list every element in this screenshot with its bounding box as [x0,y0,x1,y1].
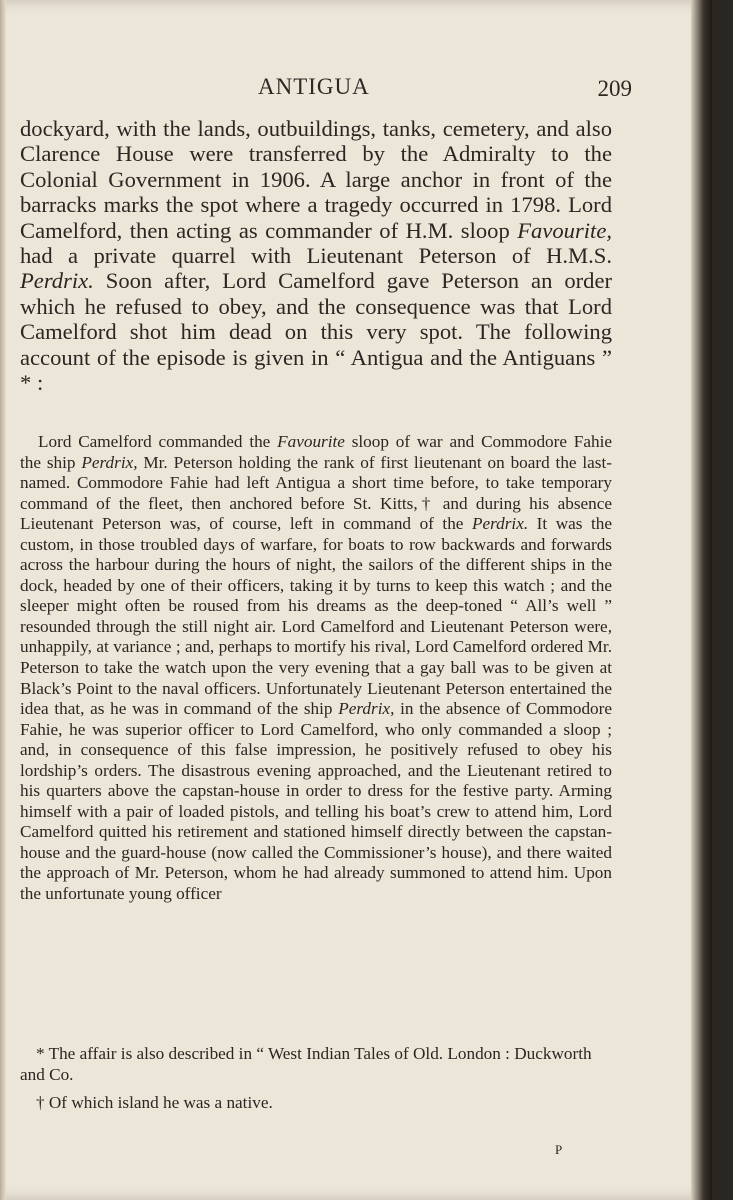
body-text-3: Soon after, Lord Camelford gave Peterson an order which he refused to obey, and the consequence was that Lord Camelford shot him dead on this very spot. The following account of the episode is given in “ Antigua and the Antiguans ” * : [20,268,612,396]
body-paragraph [20,116,612,395]
page-number: 209 [597,76,632,101]
footnote-asterisk: * The affair is also described in “ West Indian Tales of Old. London : Duckworth and Co. [20,1044,592,1084]
quote-text-4: It was the custom, in those troubled days of warfare, for boats to row backwards and forwards across the harbour during the hours of night, the sailors of the different ships in the dock, headed by one of their officers, taking it by turns to keep this watch ; and the sleeper might often be roused from his dreams as the deep-toned “ All’s well ” resounded through the still night air. Lord Camelford and Lieutenant Peterson were, unhappily, at variance ; and, perhaps to mortify his rival, Lord Camelford ordered Mr. Peterson to take the watch upon the very evening that a gay ball was to be given at Black’s Point to the naval officers. Unfortunately Lieutenant Peterson entertained the idea that, as he was in command of the ship [20,514,612,719]
ship-name-perdrix: Perdrix. [20,268,94,294]
page-header [20,74,632,110]
footnote-dagger: † Of which island he was a native. [36,1093,273,1112]
quote-ship-2: Perdrix, [81,452,138,472]
quote-ship-1: Favourite [277,432,345,451]
ship-name-favourite: Favourite, [517,217,612,243]
page-fore-edge [691,0,712,1200]
quote-ship-4: Perdrix, [338,699,395,719]
quote-text-5: in the absence of Commodore Fahie, he was superior officer to Lord Camelford, who only commanded a sloop ; and, in consequence of this false impression, he positively refused to obey his lordship’s orders. The disastrous evening approached, and the Lieutenant retired to his quarters above the capstan-house in order to dress for the festive party. Arming himself with a pair of loaded pistols, and telling his boat’s crew to attend him, Lord Camelford quitted his retirement and stationed himself directly between the capstan-house and the guard-house (now called the Commissioner’s house), and there waited the approach of Mr. Peterson, whom he had already summoned to attend him. Upon the unfortunate young officer [20,699,612,904]
body-text-2: had a private quarrel with Lieutenant Peterson of H.M.S. [20,243,612,269]
footnotes [20,1044,612,1114]
quote-text-1: Lord Camelford commanded the [38,432,278,451]
body-text-1: dockyard, with the lands, outbuildings, tanks, cemetery, and also Clarence House were transferred by the Admiralty to the Colonial Government in 1906. A large anchor in front of the barracks marks the spot where a tragedy occurred in 1798. Lord Camelford, then acting as commander of H.M. sloop [20,116,612,243]
running-head: ANTIGUA [258,74,370,99]
signature-mark: P [555,1142,563,1157]
quoted-passage [20,432,612,905]
quote-ship-3: Perdrix. [471,514,529,534]
page-gutter [0,0,6,1200]
quote-text-2: sloop of war and Commodore Fahie the ship [20,432,612,472]
quote-text-3: Mr. Peterson holding the rank of first lieutenant on board the last-named. Commodore Fahie had left Antigua a short time before, to take temporary command of the fleet, then anchored before St. Kitts,† and during his absence Lieutenant Peterson was, of course, left in command of the [20,452,612,534]
